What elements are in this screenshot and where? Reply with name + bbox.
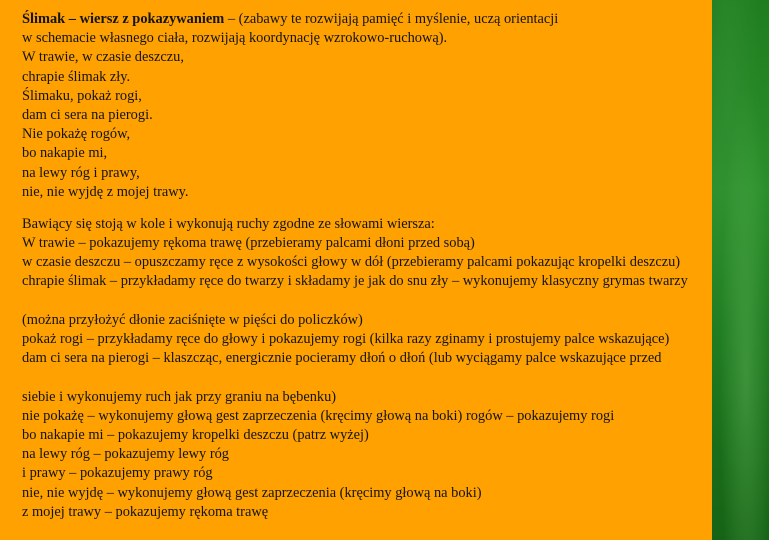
- instruction-line: nie, nie wyjdę – wykonujemy głową gest zaprzeczenia (kręcimy głową na boki): [22, 484, 482, 501]
- instruction-line: (można przyłożyć dłonie zaciśnięte w pięści do policzków): [22, 311, 363, 328]
- poem-title: Ślimak – wiersz z pokazywaniem: [22, 11, 225, 27]
- instruction-line: bo nakapie mi – pokazujemy kropelki deszczu (patrz wyżej): [22, 426, 369, 443]
- verse-line: Ślimaku, pokaż rogi,: [22, 87, 142, 104]
- verse-line: chrapie ślimak zły.: [22, 68, 131, 85]
- instruction-line: nie pokażę – wykonujemy głową gest zaprzeczenia (kręcimy głową na boki) rogów – pokazujemy rogi: [22, 407, 615, 424]
- verse-line: W trawie, w czasie deszczu,: [22, 49, 184, 66]
- verse-line: bo nakapie mi,: [22, 145, 108, 162]
- instruction-line: chrapie ślimak – przykładamy ręce do twarzy i składamy je jak do snu zły – wykonujemy klasyczny grymas twarzy: [22, 273, 688, 290]
- verse-line: Nie pokażę rogów,: [22, 126, 131, 143]
- instruction-line: dam ci sera na pierogi – klaszcząc, energicznie pocieramy dłoń o dłoń (lub wyciągamy palce wskazujące przed: [22, 350, 662, 367]
- instruction-line: w czasie deszczu – opuszczamy ręce z wysokości głowy w dół (przebieramy palcami pokazując kropelki deszczu): [22, 254, 681, 271]
- instruction-line: Bawiący się stoją w kole i wykonują ruchy zgodne ze słowami wiersza:: [22, 215, 435, 232]
- paragraph-gap: [22, 202, 769, 215]
- verse-line: dam ci sera na pierogi.: [22, 106, 153, 123]
- poem-intro-line: w schemacie własnego ciała, rozwijają koordynację wzrokowo-ruchową).: [22, 30, 448, 47]
- poem-title-description: – (zabawy te rozwijają pamięć i myślenie, uczą orientacji: [224, 11, 559, 27]
- instruction-line: W trawie – pokazujemy rękoma trawę (przebieramy palcami dłoni przed sobą): [22, 235, 475, 252]
- paragraph-gap: [22, 368, 769, 387]
- instruction-line: z mojej trawy – pokazujemy rękoma trawę: [22, 503, 269, 520]
- verse-line: nie, nie wyjdę z mojej trawy.: [22, 183, 189, 200]
- instruction-line: i prawy – pokazujemy prawy róg: [22, 465, 213, 482]
- verse-line: na lewy róg i prawy,: [22, 164, 140, 181]
- document-body: [22, 10, 769, 522]
- paragraph-gap: [22, 292, 769, 311]
- instruction-line: na lewy róg – pokazujemy lewy róg: [22, 446, 230, 463]
- instruction-line: pokaż rogi – przykładamy ręce do głowy i pokazujemy rogi (kilka razy zginamy i prostujemy palce wskazujące): [22, 331, 670, 347]
- poem-heading: [22, 10, 769, 29]
- instruction-line: siebie i wykonujemy ruch jak przy graniu na bębenku): [22, 388, 337, 405]
